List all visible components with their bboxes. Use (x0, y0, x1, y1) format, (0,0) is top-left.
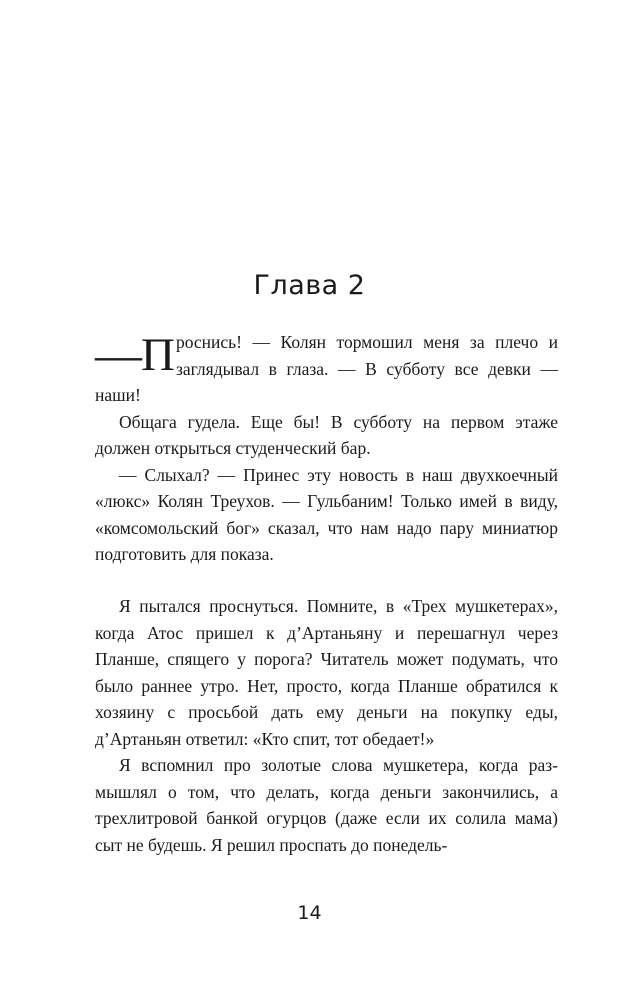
chapter-title: Глава 2 (253, 270, 366, 301)
drop-cap: —П (95, 329, 174, 381)
paragraph: Общага гудела. Еще бы! В субботу на первом этаже должен открыться студенческий бар. (95, 411, 558, 458)
opening-paragraph-text: роснись! — Колян тормошил меня за плечо и заглядывал в глаза. — В субботу все девки — наши! (95, 332, 558, 405)
paragraph: Я вспомнил про золотые слова мушкетера, когда размышлял о том, что делать, когда деньги закончились, а трехлитровой банкой огурцов (даже если их солила мама) сыт не будешь. Я решил проспать до понедель- (95, 755, 558, 855)
chapter-opening-text (95, 329, 558, 568)
paragraph: Я пытался проснуться. Помните, в «Трех мушкетерах», когда Атос пришел к д’Артаньяну и перешагнул через Планше, спящего у порога? Читатель может подумать, что было раннее утро. Нет, просто, когда Планше обратился к хозяину с просьбой дать ему деньги на покупку еды, д’Артаньян ответил: «Кто спит, тот обедает!» (95, 596, 558, 749)
opening-paragraph (95, 329, 558, 409)
section-text (95, 593, 558, 858)
paragraph: — Слыхал? — Принес эту новость в наш двухкоечный «люкс» Колян Треухов. — Гульбаним! Только имей в виду, «комсомольский бог» сказал, что нам надо пару миниатюр подготовить для показа. (95, 464, 558, 564)
page-number: 14 (297, 902, 322, 924)
